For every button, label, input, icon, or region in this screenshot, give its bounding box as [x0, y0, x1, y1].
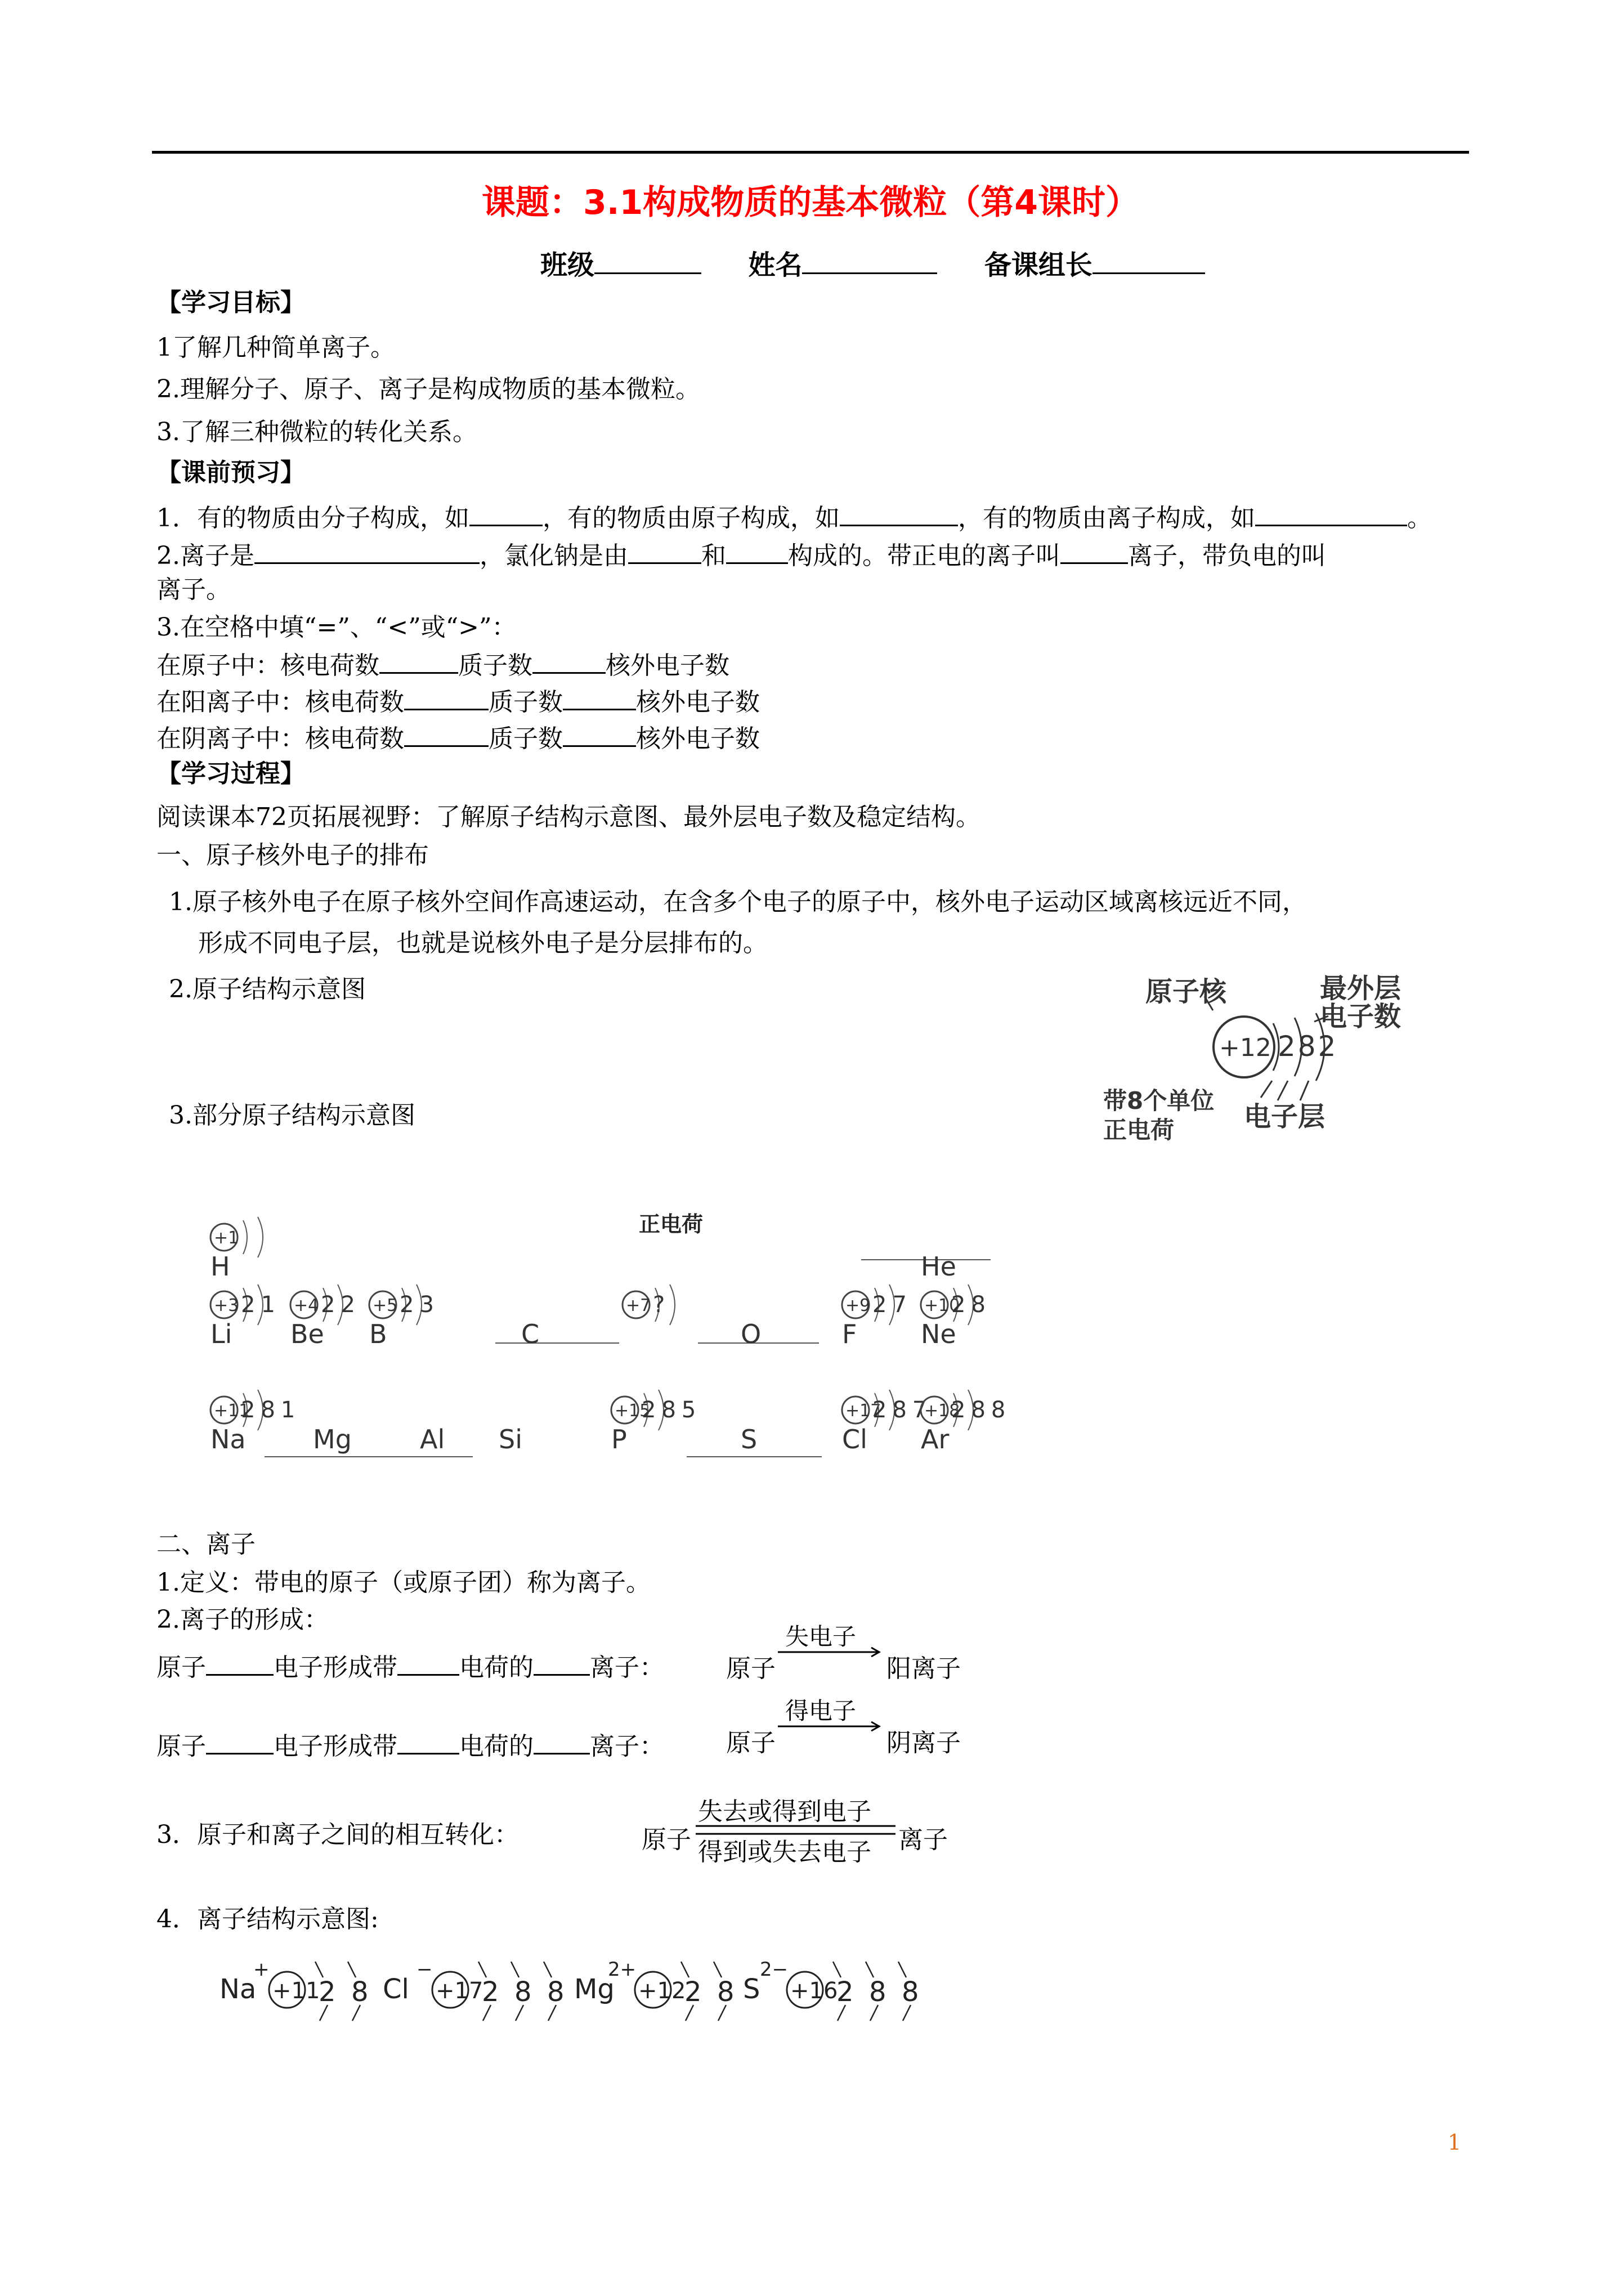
structure-heading: 2.原子结构示意图 — [169, 975, 366, 1004]
answer-blank — [726, 538, 788, 564]
answer-blank — [397, 1649, 459, 1676]
conversion-reverse-label: 得到或失去电子 — [698, 1838, 871, 1867]
arrow-label: 得电子 — [785, 1697, 857, 1725]
answer-blank — [404, 684, 489, 710]
nucleus-charge: +12 — [1219, 1033, 1271, 1062]
ion-charge: − — [417, 1958, 433, 1981]
ion-shell-count: 2 — [684, 1976, 702, 2008]
atom-electrons: 287 — [872, 1397, 933, 1423]
student-info-line — [540, 243, 1205, 282]
atom-nucleus: +5 — [373, 1296, 398, 1315]
atom-cell — [921, 1284, 991, 1349]
atom-symbol: Ar — [921, 1424, 950, 1454]
leader-blank — [1092, 248, 1205, 274]
goal-item: 1了解几种简单离子。 — [156, 333, 395, 362]
answer-blank — [1255, 500, 1407, 526]
atom-symbol: C — [521, 1319, 540, 1349]
atom-symbol: Na — [211, 1424, 246, 1454]
ion-symbol: Mg — [574, 1973, 615, 2005]
ion-formation-line: 原子 电子形成带 电荷的 离子： — [156, 1728, 664, 1764]
arrow-label: 失电子 — [785, 1623, 857, 1650]
ion-shell-count: 2 — [482, 1976, 499, 2008]
preview-q3: 3.在空格中填“=”、“<”或“>”： — [156, 613, 517, 642]
class-label: 班级 — [540, 249, 595, 281]
goal-item: 2.理解分子、原子、离子是构成物质的基本微粒。 — [156, 375, 700, 404]
ion-shell-count: 8 — [902, 1976, 919, 2008]
answer-blank — [404, 720, 489, 747]
ion-charge: + — [253, 1958, 270, 1981]
atom-cell — [521, 1319, 539, 1349]
atom-nucleus: +1 — [214, 1228, 239, 1248]
answer-blank — [563, 684, 636, 710]
atom-symbol: Si — [499, 1424, 522, 1454]
ion-formation-line: 原子 电子形成带 电荷的 离子： — [156, 1649, 664, 1685]
atom-cell — [921, 1390, 1011, 1454]
ion-symbol: Cl — [383, 1973, 409, 2005]
ion-structure-diagrams — [214, 1936, 1002, 2049]
paragraph: 1.原子核外电子在原子核外空间作高速运动，在含多个电子的原子中，核外电子运动区域离核远近不同， — [169, 888, 1307, 916]
atom-electrons: 22 — [321, 1292, 361, 1318]
paragraph: 形成不同电子层，也就是说核外电子是分层排布的。 — [198, 929, 768, 957]
table-header: 正电荷 — [639, 1212, 704, 1237]
class-blank — [594, 248, 701, 274]
atom-symbol: P — [611, 1424, 627, 1454]
atom-cell — [842, 1284, 912, 1349]
atom-cell — [211, 1390, 301, 1454]
charge-label: 带8个单位 — [1103, 1087, 1215, 1115]
atoms-structure-table — [180, 1205, 1024, 1509]
atom-cell — [499, 1424, 522, 1454]
atom-symbol: S — [741, 1424, 758, 1454]
ion-symbol: Na — [220, 1973, 257, 2005]
atom-cell — [420, 1424, 445, 1454]
process-read: 阅读课本72页拓展视野：了解原子结构示意图、最外层电子数及稳定结构。 — [156, 803, 980, 831]
goals-heading: 【学习目标】 — [156, 288, 305, 317]
atomic-structure-diagram — [1092, 957, 1441, 1160]
atom-electrons: ? — [653, 1292, 671, 1318]
compare-row: 在阴离子中：核电荷数 质子数 核外电子数 — [156, 720, 760, 756]
atom-cell — [211, 1217, 263, 1282]
atom-cell — [921, 1251, 956, 1282]
answer-blank — [254, 538, 480, 564]
atom-cell — [211, 1284, 281, 1349]
ion-diagram — [574, 1958, 735, 2021]
conversion-from: 原子 — [642, 1825, 691, 1854]
charge-label: 正电荷 — [1103, 1116, 1175, 1144]
answer-blank — [206, 1649, 274, 1676]
name-blank — [802, 248, 937, 274]
arrow-right-icon — [778, 1646, 885, 1658]
atom-electrons: 21 — [241, 1292, 281, 1318]
atom-cell — [623, 1284, 675, 1325]
atom-symbol: Li — [211, 1319, 232, 1349]
ion-shell-count: 8 — [514, 1976, 532, 2008]
atom-cell — [741, 1424, 757, 1454]
preview-q1: 1．有的物质由分子构成，如 ，有的物质由原子构成，如 ，有的物质由离子构成，如 。 — [156, 500, 1432, 535]
nucleus-label: 原子核 — [1145, 976, 1227, 1008]
answer-blank — [840, 500, 958, 526]
ion-charge: 2− — [760, 1958, 789, 1981]
answer-blank — [534, 1649, 590, 1676]
atom-electrons: 285 — [642, 1397, 702, 1423]
atom-symbol: F — [842, 1319, 857, 1349]
atom-symbol: Al — [420, 1424, 445, 1454]
shell-label: 电子层 — [1244, 1101, 1326, 1133]
ion-shell-count: 8 — [351, 1976, 369, 2008]
atom-symbol: O — [741, 1319, 762, 1349]
atom-cell — [741, 1319, 761, 1349]
atom-symbol: Be — [290, 1319, 324, 1349]
section-electron-arrangement: 一、原子核外电子的排布 — [156, 841, 429, 870]
atom-cell — [313, 1424, 352, 1454]
process-heading: 【学习过程】 — [156, 759, 305, 788]
answer-blank — [469, 500, 543, 526]
ion-nucleus: +11 — [272, 1978, 320, 2004]
ion-definition: 1.定义：带电的原子（或原子团）称为离子。 — [156, 1568, 651, 1597]
ion-shell-count: 2 — [836, 1976, 854, 2008]
ion-shell-count: 8 — [547, 1976, 565, 2008]
atom-cell — [290, 1284, 361, 1349]
atom-symbol: He — [921, 1251, 956, 1282]
atom-symbol: Cl — [842, 1424, 867, 1454]
arrow-from: 原子 — [726, 1654, 776, 1683]
preview-q2: 2.离子是 ，氯化钠是由 和 构成的。带正电的离子叫 离子，带负电的叫 — [156, 538, 1326, 573]
atom-symbol: Ne — [921, 1319, 956, 1349]
page-number: 1 — [1448, 2130, 1462, 2155]
outer-label: 最外层 — [1320, 973, 1401, 1004]
compare-row: 在阳离子中：核电荷数 质子数 核外电子数 — [156, 684, 760, 719]
ion-nucleus: +12 — [638, 1978, 686, 2004]
ion-shell-count: 2 — [319, 1976, 336, 2008]
atom-cell — [842, 1390, 932, 1454]
atom-electrons: 281 — [241, 1397, 301, 1423]
ion-diagram-label: 4．离子结构示意图: — [156, 1905, 379, 1934]
atom-electrons: 27 — [872, 1292, 912, 1318]
compare-row: 在原子中：核电荷数 质子数 核外电子数 — [156, 647, 729, 683]
ion-shell-count: 8 — [869, 1976, 886, 2008]
atom-nucleus: +10 — [924, 1296, 960, 1315]
answer-blank — [628, 538, 701, 564]
ions-heading: 二、离子 — [156, 1530, 256, 1559]
atom-nucleus: +17 — [845, 1401, 881, 1421]
atom-nucleus: +18 — [924, 1401, 960, 1421]
atom-nucleus: +4 — [294, 1296, 319, 1315]
outer-label: 电子数 — [1320, 1001, 1401, 1032]
preview-heading: 【课前预习】 — [156, 458, 305, 487]
answer-blank — [206, 1728, 274, 1755]
atom-nucleus: +9 — [845, 1296, 871, 1315]
goal-item: 3.了解三种微粒的转化关系。 — [156, 418, 477, 446]
atom-symbol: H — [211, 1251, 230, 1282]
conversion-label: 3．原子和离子之间的相互转化： — [156, 1820, 519, 1849]
conversion-to: 离子 — [898, 1825, 948, 1854]
ion-nucleus: +16 — [790, 1978, 838, 2004]
answer-blank — [534, 1728, 590, 1755]
atom-nucleus: +11 — [214, 1401, 250, 1421]
ion-formation: 2.离子的形成： — [156, 1605, 329, 1634]
answer-blank — [1060, 538, 1128, 564]
arrow-to: 阳离子 — [886, 1654, 961, 1683]
atom-symbol: B — [369, 1319, 387, 1349]
header-rule — [152, 151, 1469, 154]
answer-blank — [379, 647, 458, 674]
arrow-right-icon — [778, 1721, 885, 1732]
atom-cell — [611, 1390, 701, 1454]
ion-diagram — [220, 1958, 369, 2021]
electron-counts: 282 — [1278, 1030, 1338, 1063]
ion-shell-count: 8 — [717, 1976, 735, 2008]
ion-nucleus: +17 — [436, 1978, 483, 2004]
atom-nucleus: +7 — [626, 1296, 651, 1315]
atom-electrons: 288 — [951, 1397, 1011, 1423]
name-label: 姓名 — [748, 249, 803, 281]
ion-diagram — [383, 1958, 565, 2021]
answer-blank — [397, 1728, 459, 1755]
atom-symbol: Mg — [313, 1424, 352, 1454]
answer-blank — [532, 647, 606, 674]
atoms-heading: 3.部分原子结构示意图 — [169, 1101, 415, 1130]
answer-blank — [563, 720, 636, 747]
arrow-to: 阴离子 — [886, 1729, 961, 1757]
atom-cell — [369, 1284, 440, 1349]
arrow-from: 原子 — [726, 1729, 776, 1757]
atom-nucleus: +3 — [214, 1296, 239, 1315]
page-title: 课题：3.1构成物质的基本微粒（第4课时） — [481, 183, 1140, 222]
leader-label: 备课组长 — [984, 249, 1092, 281]
atom-electrons: 23 — [400, 1292, 440, 1318]
atom-electrons: 28 — [951, 1292, 991, 1318]
ion-symbol: S — [743, 1973, 760, 2005]
preview-q2-cont: 离子。 — [156, 575, 231, 604]
ion-diagram — [743, 1958, 919, 2021]
ion-charge: 2+ — [608, 1958, 637, 1981]
conversion-forward-label: 失去或得到电子 — [698, 1797, 871, 1826]
atom-nucleus: +15 — [615, 1401, 651, 1421]
